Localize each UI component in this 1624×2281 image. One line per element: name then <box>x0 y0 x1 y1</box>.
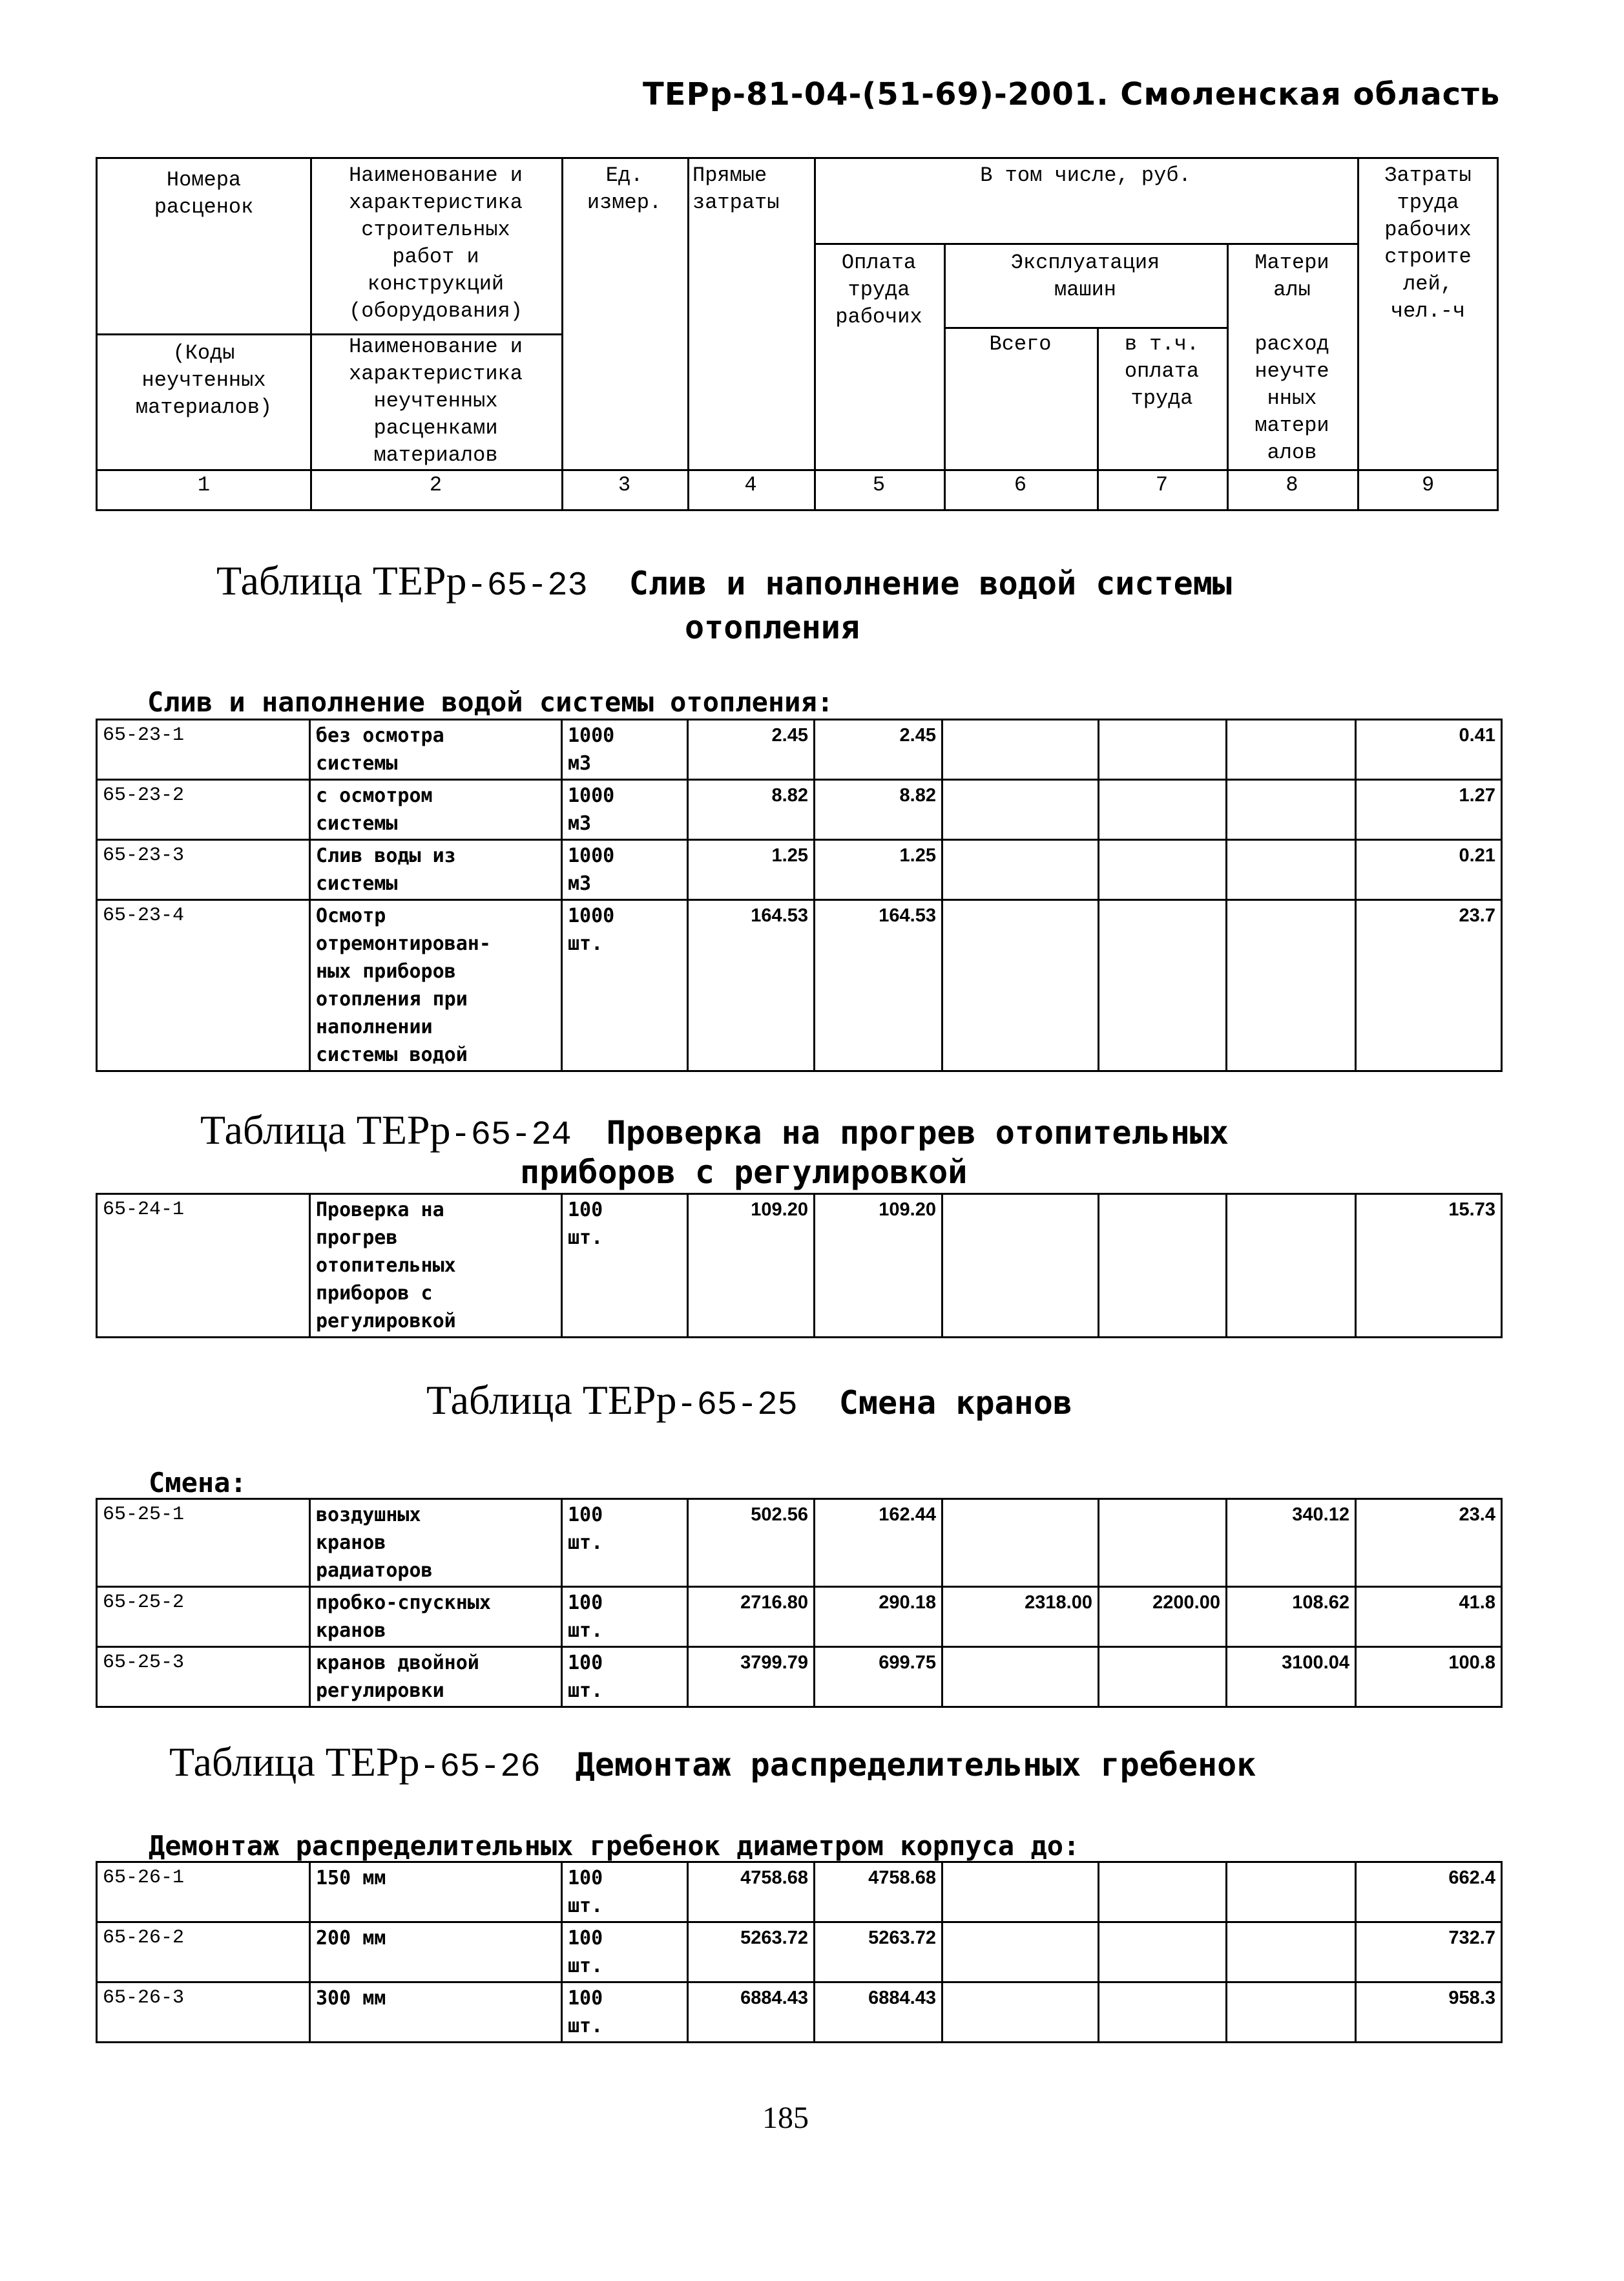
rates-table-65-23 <box>96 719 1503 1072</box>
machine-labor-cost <box>1099 780 1227 840</box>
work-name: 200 мм <box>310 1922 562 1982</box>
material-cost <box>1227 720 1356 780</box>
material-cost: 108.62 <box>1227 1587 1356 1647</box>
machine-labor-cost <box>1099 1922 1227 1982</box>
col-number: 5 <box>872 473 886 497</box>
table-row <box>97 1862 1502 1922</box>
direct-cost: 2716.80 <box>688 1587 815 1647</box>
labor-cost: 8.82 <box>815 780 942 840</box>
col7-header: в т.ч. оплата труда <box>1124 332 1200 410</box>
machines-header: Эксплуатация машин <box>1010 251 1160 302</box>
labor-hours: 732.7 <box>1356 1922 1502 1982</box>
machine-cost <box>942 840 1099 900</box>
labor-cost: 699.75 <box>815 1647 942 1707</box>
work-name: Слив воды из системы <box>310 840 562 900</box>
machine-labor-cost <box>1099 1862 1227 1922</box>
table-row <box>97 900 1502 1071</box>
col-number: 3 <box>618 473 631 497</box>
labor-cost: 6884.43 <box>815 1982 942 2043</box>
labor-cost: 164.53 <box>815 900 942 1071</box>
work-name: кранов двойной регулировки <box>310 1647 562 1707</box>
table-title: Таблица ТЕРр-65-26 Демонтаж распределительных гребенок <box>169 1739 1256 1786</box>
material-cost: 340.12 <box>1227 1499 1356 1587</box>
machine-cost <box>942 1194 1099 1338</box>
machine-labor-cost <box>1099 1194 1227 1338</box>
machine-cost <box>942 1499 1099 1587</box>
direct-cost: 5263.72 <box>688 1922 815 1982</box>
direct-cost: 2.45 <box>688 720 815 780</box>
machine-cost <box>942 1982 1099 2043</box>
table-row <box>97 1647 1502 1707</box>
rate-code: 65-23-2 <box>97 780 310 840</box>
rate-code: 65-25-3 <box>97 1647 310 1707</box>
labor-cost: 5263.72 <box>815 1922 942 1982</box>
col-number: 7 <box>1155 473 1169 497</box>
table-title-line2: приборов с регулировкой <box>520 1153 968 1191</box>
group-header: В том числе, руб. <box>980 163 1191 187</box>
direct-cost: 8.82 <box>688 780 815 840</box>
col-number: 1 <box>197 473 211 497</box>
machine-cost <box>942 720 1099 780</box>
table-row <box>97 1982 1502 2043</box>
col6-header: Всего <box>989 332 1052 356</box>
machine-labor-cost <box>1099 840 1227 900</box>
labor-hours: 23.7 <box>1356 900 1502 1071</box>
rate-code: 65-24-1 <box>97 1194 310 1338</box>
rates-table-65-24 <box>96 1193 1503 1338</box>
rate-code: 65-26-2 <box>97 1922 310 1982</box>
work-name: 300 мм <box>310 1982 562 2043</box>
work-name: Осмотр отремонтирован- ных приборов отопления при наполнении системы водой <box>310 900 562 1071</box>
col1-header: Номера расценок <box>154 168 254 219</box>
col-number: 2 <box>429 473 442 497</box>
labor-hours: 0.21 <box>1356 840 1502 900</box>
col1-subheader: (Коды неучтенных материалов) <box>135 341 273 419</box>
rate-code: 65-23-3 <box>97 840 310 900</box>
direct-cost: 1.25 <box>688 840 815 900</box>
direct-cost: 164.53 <box>688 900 815 1071</box>
labor-hours: 662.4 <box>1356 1862 1502 1922</box>
direct-cost: 3799.79 <box>688 1647 815 1707</box>
table-row <box>97 1499 1502 1587</box>
rate-code: 65-26-3 <box>97 1982 310 2043</box>
rate-code: 65-23-1 <box>97 720 310 780</box>
table-title-line2: отопления <box>685 609 860 646</box>
table-row <box>97 720 1502 780</box>
machine-labor-cost <box>1099 1647 1227 1707</box>
labor-hours: 1.27 <box>1356 780 1502 840</box>
table-row <box>97 1922 1502 1982</box>
group-label: Слив и наполнение водой системы отопления: <box>147 686 834 718</box>
unit: 100 шт. <box>562 1862 688 1922</box>
unit: 1000 м3 <box>562 840 688 900</box>
machine-labor-cost <box>1099 720 1227 780</box>
col-number: 8 <box>1286 473 1298 497</box>
machine-labor-cost: 2200.00 <box>1099 1587 1227 1647</box>
machine-cost: 2318.00 <box>942 1587 1099 1647</box>
unit: 1000 м3 <box>562 720 688 780</box>
machine-cost <box>942 780 1099 840</box>
col3-header: Ед. измер. <box>587 163 662 215</box>
group-label: Демонтаж распределительных гребенок диаметром корпуса до: <box>149 1830 1080 1862</box>
machine-labor-cost <box>1099 1499 1227 1587</box>
unit: 100 шт. <box>562 1647 688 1707</box>
material-cost <box>1227 900 1356 1071</box>
table-row <box>97 1194 1502 1338</box>
table-row <box>97 780 1502 840</box>
unit: 100 шт. <box>562 1982 688 2043</box>
col-number: 9 <box>1422 473 1435 497</box>
labor-cost: 2.45 <box>815 720 942 780</box>
labor-hours: 100.8 <box>1356 1647 1502 1707</box>
col9-header: Затраты труда рабочих строите лей, чел.-ч <box>1384 163 1472 323</box>
material-cost <box>1227 1862 1356 1922</box>
labor-cost: 162.44 <box>815 1499 942 1587</box>
rate-code: 65-23-4 <box>97 900 310 1071</box>
machine-cost <box>942 1647 1099 1707</box>
column-header-table <box>96 157 1499 511</box>
col-number: 4 <box>744 473 757 497</box>
unit: 100 шт. <box>562 1587 688 1647</box>
labor-cost: 290.18 <box>815 1587 942 1647</box>
labor-hours: 0.41 <box>1356 720 1502 780</box>
col8-header: Матери алы <box>1254 251 1329 302</box>
table-title: Таблица ТЕРр-65-24 Проверка на прогрев отопительных <box>200 1107 1229 1154</box>
labor-hours: 41.8 <box>1356 1587 1502 1647</box>
group-label: Смена: <box>149 1467 247 1498</box>
direct-cost: 502.56 <box>688 1499 815 1587</box>
col4-header: Прямые затраты <box>692 163 780 215</box>
unit: 1000 м3 <box>562 780 688 840</box>
material-cost <box>1227 840 1356 900</box>
col-number: 6 <box>1014 473 1027 497</box>
table-title: Таблица ТЕРр-65-23 Слив и наполнение водой системы <box>216 558 1232 605</box>
material-cost: 3100.04 <box>1227 1647 1356 1707</box>
machine-labor-cost <box>1099 1982 1227 2043</box>
machine-labor-cost <box>1099 900 1227 1071</box>
table-row <box>97 840 1502 900</box>
material-cost <box>1227 780 1356 840</box>
work-name: 150 мм <box>310 1862 562 1922</box>
rates-table-65-26 <box>96 1861 1503 2043</box>
labor-hours: 15.73 <box>1356 1194 1502 1338</box>
document-header: ТЕРр-81-04-(51-69)-2001. Смоленская область <box>643 76 1501 112</box>
unit: 1000 шт. <box>562 900 688 1071</box>
work-name: Проверка на прогрев отопительных приборов с регулировкой <box>310 1194 562 1338</box>
labor-cost: 4758.68 <box>815 1862 942 1922</box>
material-cost <box>1227 1922 1356 1982</box>
work-name: воздушных кранов радиаторов <box>310 1499 562 1587</box>
col2-subheader: Наименование и характеристика неучтенных расценками материалов <box>349 335 523 467</box>
labor-cost: 109.20 <box>815 1194 942 1338</box>
labor-hours: 23.4 <box>1356 1499 1502 1587</box>
table-title: Таблица ТЕРр-65-25 Смена кранов <box>426 1377 1072 1424</box>
material-cost <box>1227 1194 1356 1338</box>
col8-subheader: расход неучте нных матери алов <box>1254 332 1329 465</box>
direct-cost: 6884.43 <box>688 1982 815 2043</box>
work-name: пробко-спускных кранов <box>310 1587 562 1647</box>
machine-cost <box>942 900 1099 1071</box>
work-name: с осмотром системы <box>310 780 562 840</box>
labor-hours: 958.3 <box>1356 1982 1502 2043</box>
machine-cost <box>942 1862 1099 1922</box>
labor-cost: 1.25 <box>815 840 942 900</box>
machine-cost <box>942 1922 1099 1982</box>
unit: 100 шт. <box>562 1922 688 1982</box>
work-name: без осмотра системы <box>310 720 562 780</box>
page-number: 185 <box>762 2101 809 2135</box>
unit: 100 шт. <box>562 1194 688 1338</box>
direct-cost: 4758.68 <box>688 1862 815 1922</box>
table-row <box>97 1587 1502 1647</box>
unit: 100 шт. <box>562 1499 688 1587</box>
rate-code: 65-25-1 <box>97 1499 310 1587</box>
col2-header: Наименование и характеристика строительных работ и конструкций (оборудования) <box>349 163 523 323</box>
direct-cost: 109.20 <box>688 1194 815 1338</box>
rate-code: 65-26-1 <box>97 1862 310 1922</box>
col5-header: Оплата труда рабочих <box>835 251 922 329</box>
material-cost <box>1227 1982 1356 2043</box>
rates-table-65-25 <box>96 1498 1503 1708</box>
rate-code: 65-25-2 <box>97 1587 310 1647</box>
